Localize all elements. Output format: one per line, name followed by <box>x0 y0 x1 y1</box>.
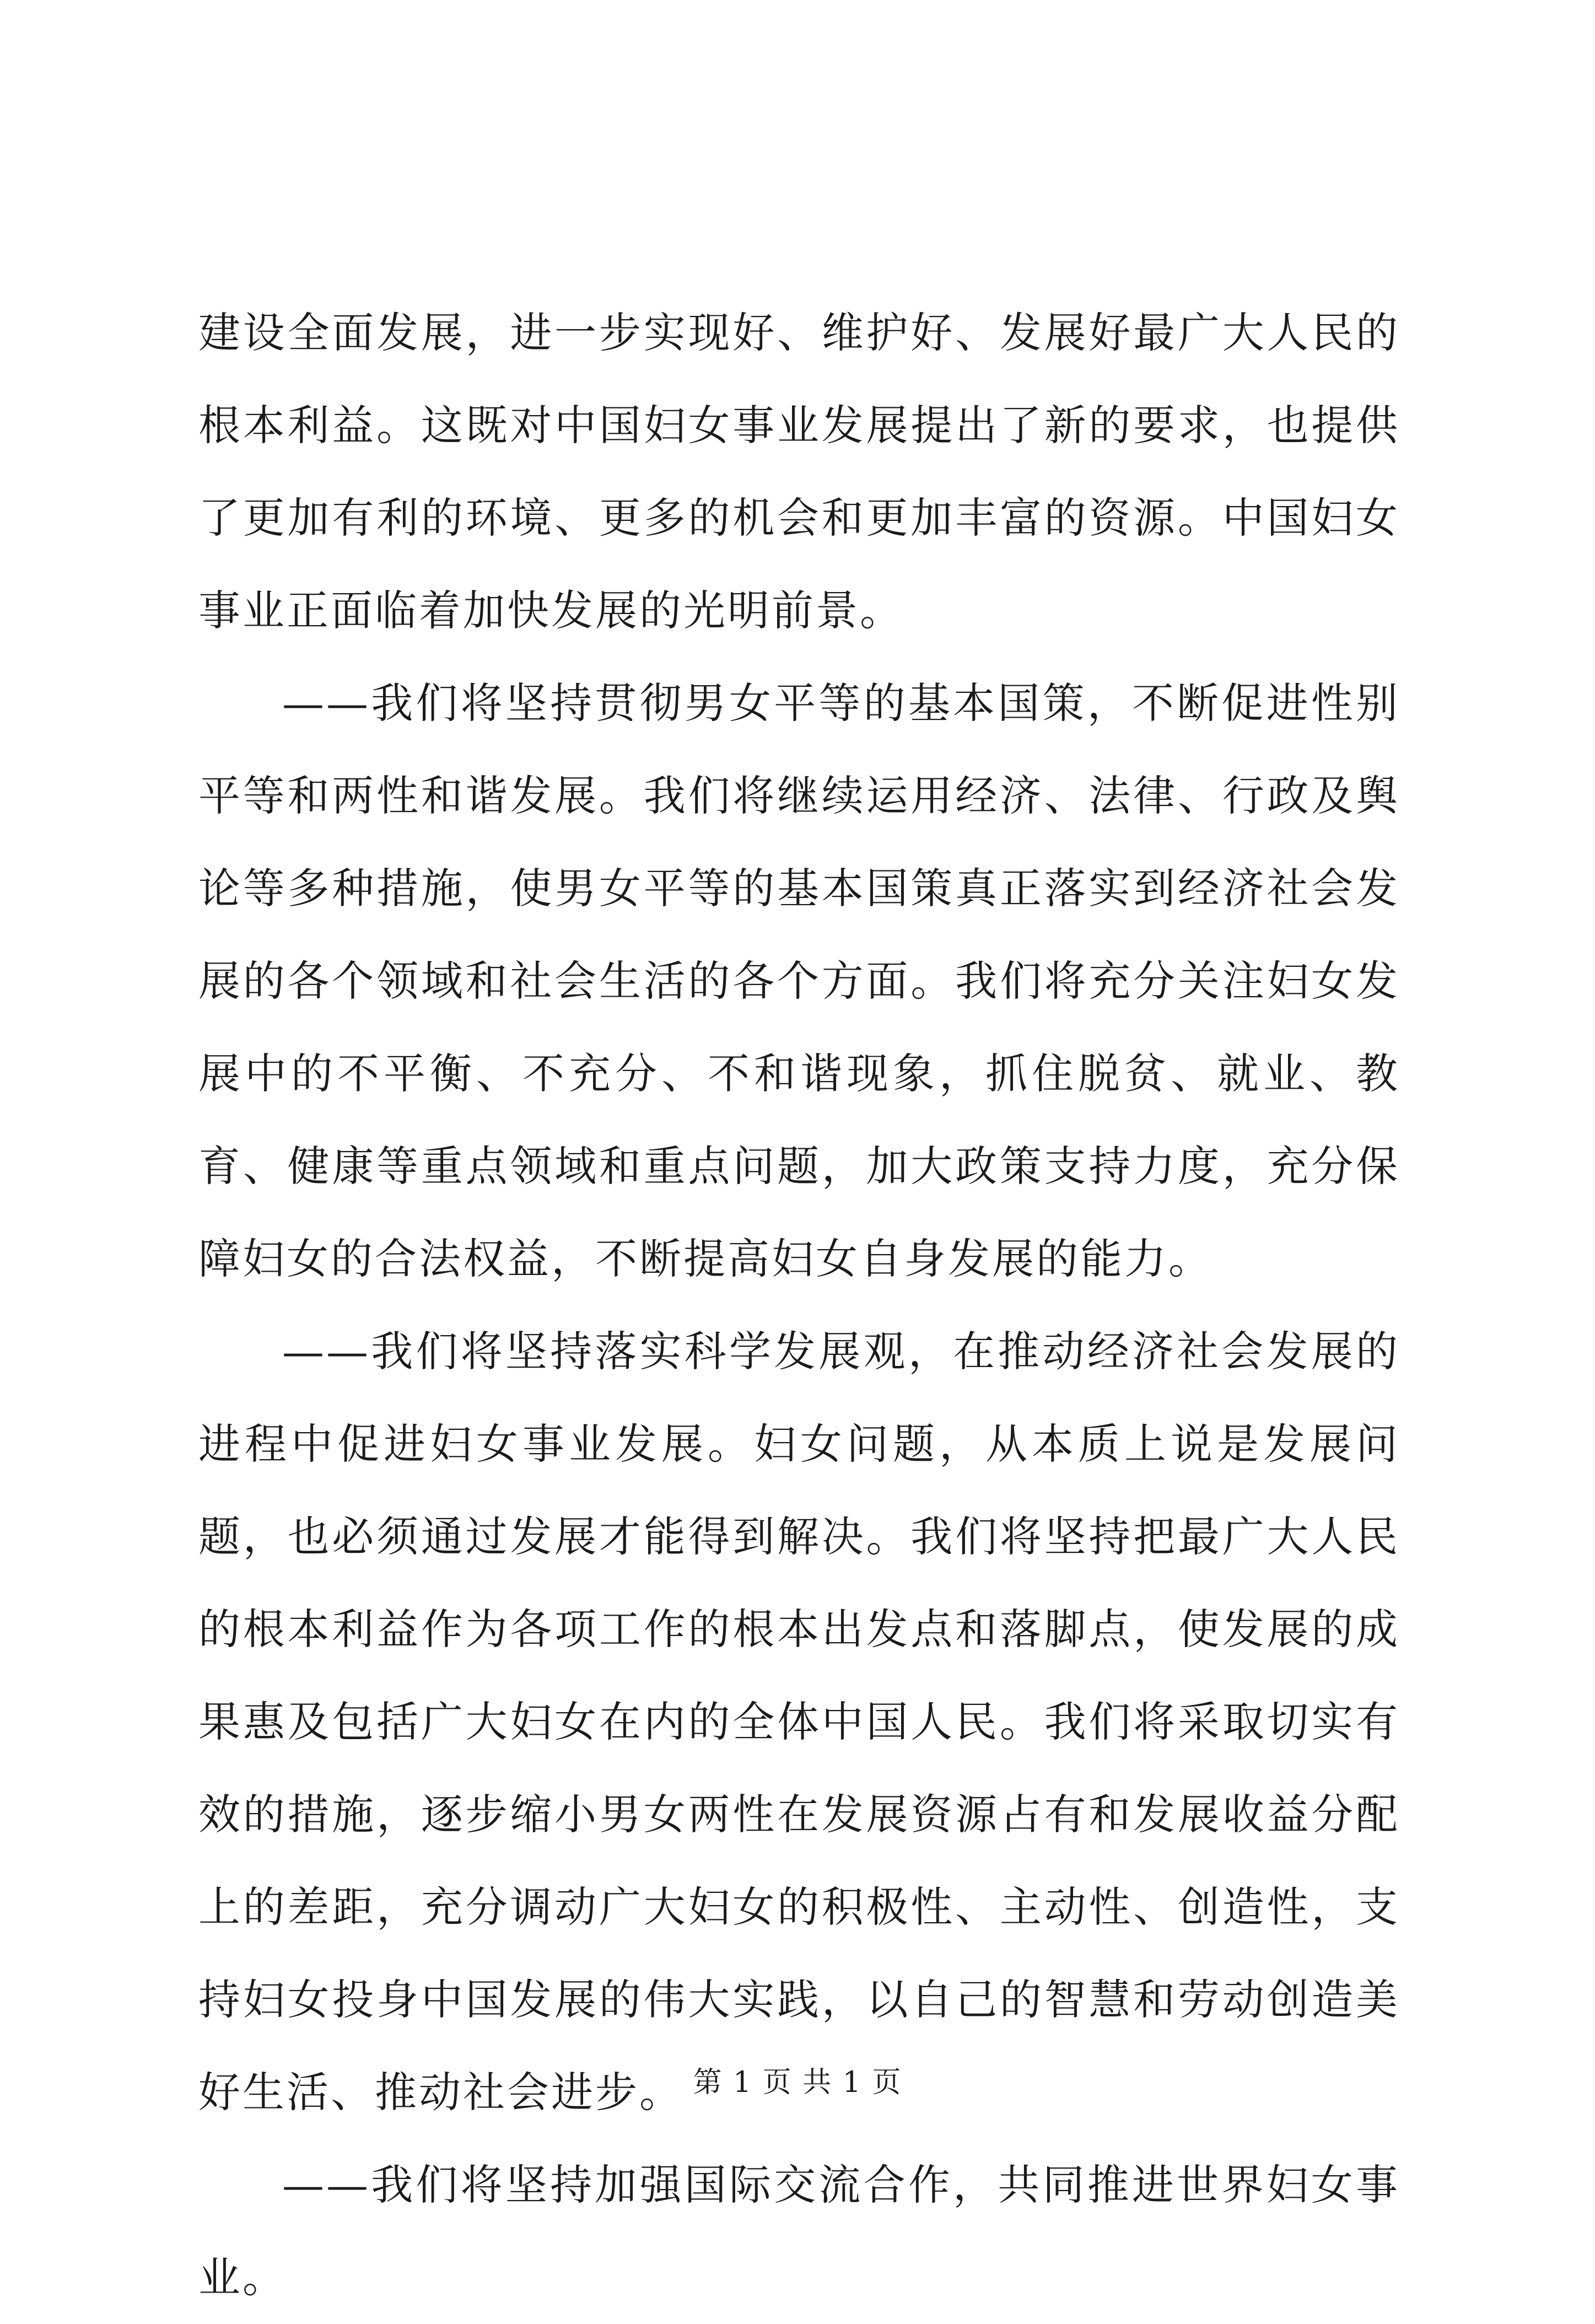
document-body <box>198 287 1400 2324</box>
paragraph-2: ——我们将坚持贯彻男女平等的基本国策，不断促进性别平等和两性和谐发展。我们将继续运用经济、法律、行政及舆论等多种措施，使男女平等的基本国策真正落实到经济社会发展的各个领域和社会生活的各个方面。我们将充分关注妇女发展中的不平衡、不充分、不和谐现象，抓住脱贫、就业、教育、健康等重点领域和重点问题，加大政策支持力度，充分保障妇女的合法权益，不断提高妇女自身发展的能力。 <box>198 679 1400 1283</box>
paragraph-4: ——我们将坚持加强国际交流合作，共同推进世界妇女事业。 <box>198 2160 1400 2302</box>
paragraph-1: 建设全面发展，进一步实现好、维护好、发展好最广大人民的根本利益。这既对中国妇女事业发展提出了新的要求，也提供了更加有利的环境、更多的机会和更加丰富的资源。中国妇女事业正面临着加快发展的光明前景。 <box>198 308 1400 635</box>
paragraph-3: ——我们将坚持落实科学发展观，在推动经济社会发展的进程中促进妇女事业发展。妇女问题，从本质上说是发展问题，也必须通过发展才能得到解决。我们将坚持把最广大人民的根本利益作为各项工作的根本出发点和落脚点，使发展的成果惠及包括广大妇女在内的全体中国人民。我们将采取切实有效的措施，逐步缩小男女两性在发展资源占有和发展收益分配上的差距，充分调动广大妇女的积极性、主动性、创造性，支持妇女投身中国发展的伟大实践，以自己的智慧和劳动创造美好生活、推动社会进步。 <box>198 1327 1400 2117</box>
page-footer: 第 1 页 共 1 页 <box>693 2066 902 2099</box>
